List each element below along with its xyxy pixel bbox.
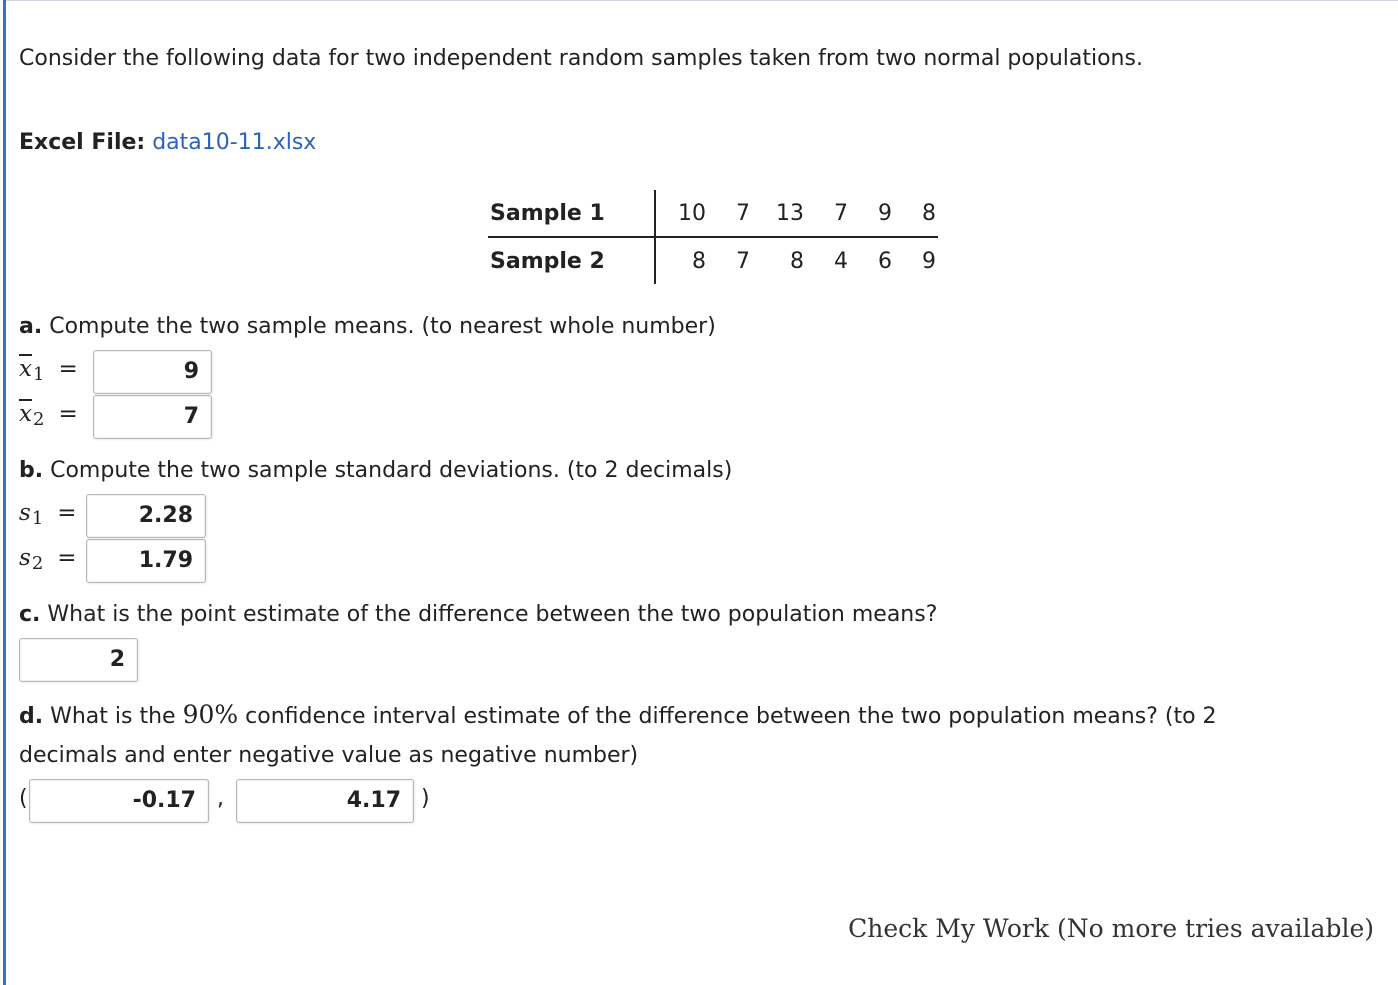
table-cell: 13 <box>750 190 804 237</box>
s1-label <box>19 500 77 529</box>
table-cell: 7 <box>736 248 750 274</box>
table-cell: 4 <box>834 248 848 274</box>
sample-1-label: Sample 1 <box>488 190 655 237</box>
equals-sign: = <box>58 356 78 382</box>
sample-2-label: Sample 2 <box>488 237 655 284</box>
part-a-text: Compute the two sample means. (to nearest whole number) <box>49 314 716 339</box>
s1-subscript: 1 <box>31 508 44 529</box>
part-c-question <box>19 602 937 627</box>
sample-data-table <box>488 190 938 284</box>
ci-upper-input[interactable]: 4.17 <box>236 779 414 823</box>
s2-subscript: 2 <box>31 553 44 574</box>
check-my-work-button[interactable]: Check My Work (No more tries available) <box>848 914 1374 943</box>
part-d-letter: d. <box>19 704 44 729</box>
x1-label <box>19 356 78 385</box>
part-d-text-post: confidence interval estimate of the difference between the two population means? (to 2 <box>245 704 1217 729</box>
table-cell: 10 <box>655 190 706 237</box>
frame-top-border <box>3 0 1398 1</box>
part-d-text-pre: What is the <box>50 704 176 729</box>
intro-text: Consider the following data for two independent random samples taken from two normal populations. <box>19 46 1143 71</box>
s1-symbol: s <box>19 500 31 526</box>
x1-mean-input[interactable]: 9 <box>93 350 212 394</box>
table-row-sample-1 <box>488 190 938 237</box>
equals-sign: = <box>58 401 78 427</box>
excel-file-label: Excel File: <box>19 130 146 155</box>
table-cell: 7 <box>804 190 848 237</box>
excel-file-row <box>19 130 316 155</box>
part-b-letter: b. <box>19 458 44 483</box>
table-cell: 7 <box>706 190 750 237</box>
x1-subscript: 1 <box>32 364 45 385</box>
equals-sign: = <box>57 545 77 571</box>
s2-label <box>19 545 77 574</box>
table-cell: 8 <box>790 248 804 274</box>
ci-lower-input[interactable]: -0.17 <box>29 779 209 823</box>
point-estimate-input[interactable]: 2 <box>19 638 138 682</box>
part-a-letter: a. <box>19 314 43 339</box>
s1-stddev-input[interactable]: 2.28 <box>86 494 206 538</box>
part-b-question <box>19 458 732 483</box>
table-cell: 8 <box>692 248 706 274</box>
x1-symbol: $\overline{x}$ <box>19 356 32 382</box>
part-d-question-line2: decimals and enter negative value as negative number) <box>19 743 639 768</box>
table-cell: 6 <box>878 248 892 274</box>
comma-separator: , <box>217 786 224 811</box>
excel-file-link[interactable]: data10-11.xlsx <box>152 130 317 155</box>
part-b-text: Compute the two sample standard deviations. (to 2 decimals) <box>50 458 733 483</box>
part-c-text: What is the point estimate of the difference between the two population means? <box>47 602 938 627</box>
close-paren: ) <box>421 786 430 811</box>
x2-symbol: $\overline{x}$ <box>19 401 32 427</box>
table-cell: 9 <box>922 248 936 274</box>
frame-left-border <box>3 0 6 985</box>
s2-symbol: s <box>19 545 31 571</box>
s2-stddev-input[interactable]: 1.79 <box>86 539 206 583</box>
table-row-sample-2 <box>488 237 938 284</box>
x2-mean-input[interactable]: 7 <box>93 395 212 439</box>
part-a-question <box>19 314 716 339</box>
table-cell: 8 <box>892 190 938 237</box>
part-c-letter: c. <box>19 602 41 627</box>
equals-sign: = <box>57 500 77 526</box>
part-d-question-line1 <box>19 700 1217 729</box>
x2-subscript: 2 <box>32 409 45 430</box>
table-cell: 9 <box>848 190 892 237</box>
open-paren: ( <box>19 786 28 811</box>
confidence-level: 90% <box>182 700 239 729</box>
x2-label <box>19 401 78 430</box>
